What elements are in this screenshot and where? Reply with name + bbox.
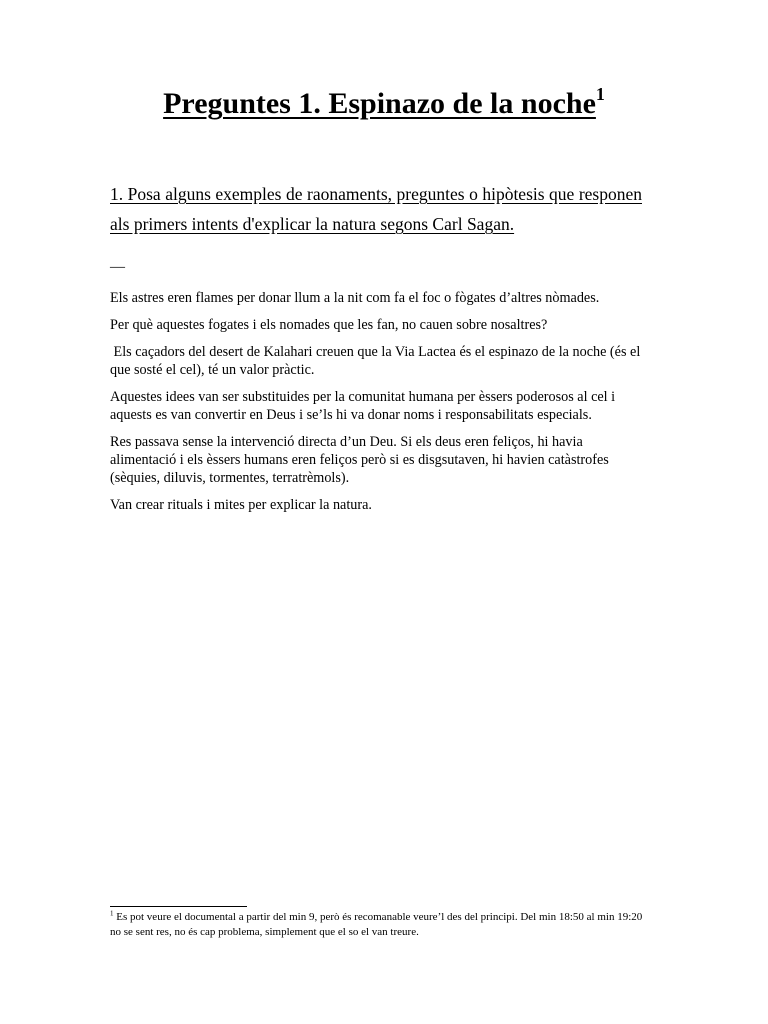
footnote-separator: [110, 906, 247, 907]
answer-paragraph: Aquestes idees van ser substituides per la comunitat humana per èssers poderosos al cel i aquests es van convertir en Deus i se’ls hi va donar noms i responsabilitats especials.: [110, 389, 616, 423]
footnote-mark: 1: [110, 909, 114, 918]
answer-paragraph: Els caçadors del desert de Kalahari creuen que la Via Lactea és el espinazo de la noche (és el que sosté el cel), té un valor pràctic.: [110, 344, 644, 378]
footnote: [110, 910, 650, 940]
title-text: Preguntes 1. Espinazo de la noche: [163, 87, 596, 120]
title-footnote-mark: 1: [595, 84, 605, 104]
question-heading: 1. Posa alguns exemples de raonaments, preguntes o hipòtesis que responen als primers intents d'explicar la natura segons Carl Sagan.: [110, 184, 642, 234]
answer-paragraph: Res passava sense la intervenció directa d’un Deu. Si els deus eren feliços, hi havia alimentació i els èssers humans eren feliços però si es disgsutaven, hi havien catàstrofes (sèquies, diluvis, tormentes, terratrèmols).: [110, 434, 609, 486]
footnote-text: Es pot veure el documental a partir del min 9, però és recomanable veure’l des del principi. Del min 18:50 al min 19:20 no se sent res, no és cap problema, simplement que el so el van treure.: [110, 911, 643, 938]
answer-body: [110, 289, 650, 523]
page-title: [0, 86, 768, 122]
answer-paragraph: Per què aquestes fogates i els nomades que les fan, no cauen sobre nosaltres?: [110, 317, 548, 333]
answer-paragraph: Els astres eren flames per donar llum a la nit com fa el foc o fògates d’altres nòmades.: [110, 290, 600, 306]
answer-paragraph: Van crear rituals i mites per explicar la natura.: [110, 497, 372, 513]
answer-separator: —: [110, 259, 125, 275]
